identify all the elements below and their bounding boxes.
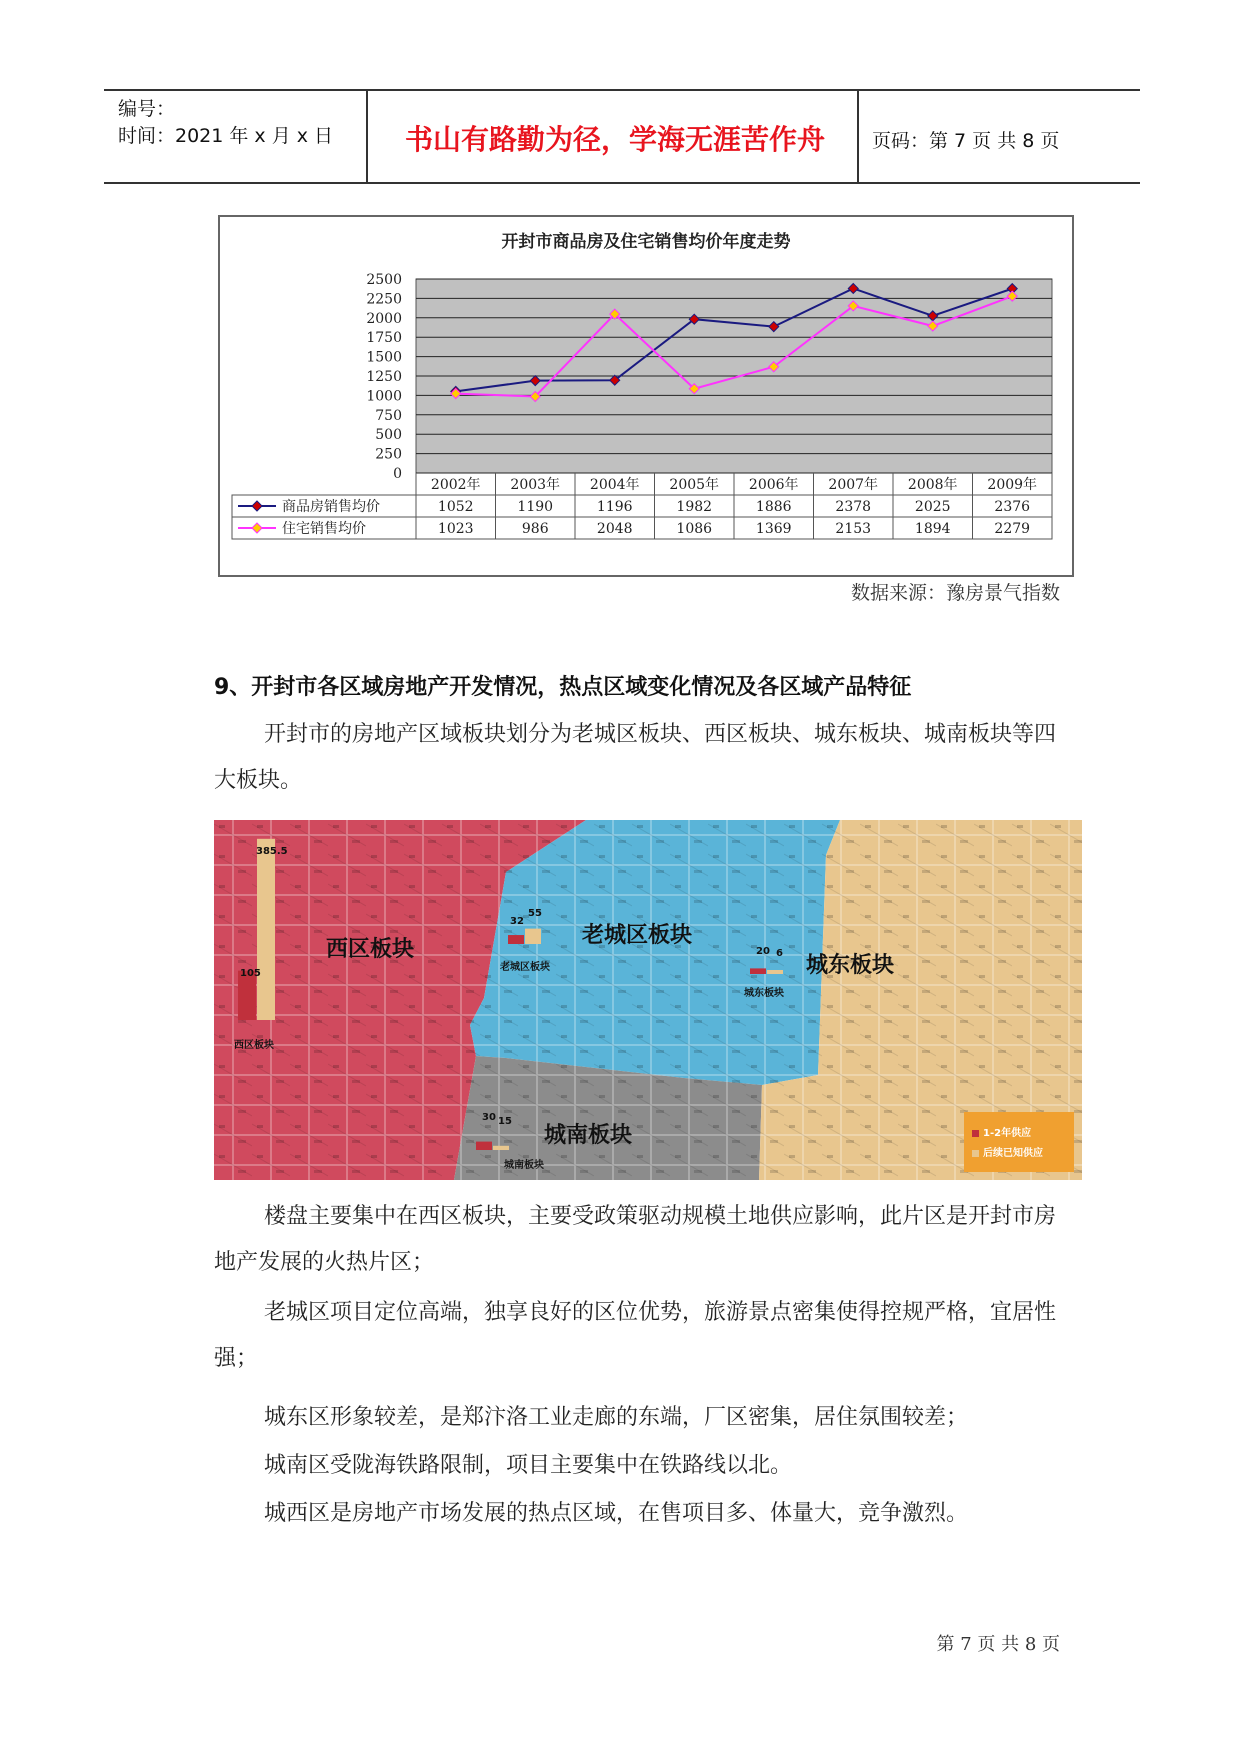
value-west-2: 385.5 [256,846,288,857]
value-old-city-2: 55 [528,908,542,919]
y-tick-label: 2500 [366,272,402,288]
data-label-0: 1052 [437,499,474,515]
header-top-rule [104,89,1140,91]
data-label-1: 2153 [835,521,872,537]
label-west: 西区板块 [326,937,415,962]
legend-swatch-2 [972,1150,979,1157]
y-tick-label: 1750 [366,330,402,347]
data-label-1: 1894 [914,521,951,537]
data-label-0: 1190 [517,499,554,515]
y-tick-label: 2000 [366,310,402,327]
header-page: 页码：第 7 页 共 8 页 [872,130,1060,152]
supply-bar-old-1 [508,935,524,944]
x-category-label: 2007年 [828,477,879,493]
y-tick-label: 2250 [366,291,402,308]
y-tick-label: 1250 [366,369,402,385]
label-old-city: 老城区板块 [582,923,693,948]
header-divider-left [366,90,368,183]
value-old-city-1: 32 [510,916,524,927]
supply-bar-east-1 [750,968,766,974]
x-category-label: 2004年 [589,477,640,493]
legend-label-2: 后续已知供应 [983,1148,1043,1159]
y-tick-label: 500 [375,427,402,444]
x-category-label: 2006年 [748,477,799,493]
data-label-1: 1023 [437,521,474,537]
data-label-0: 1886 [755,499,792,515]
data-label-1: 986 [521,521,549,537]
paragraph-west-hot: 城西区是房地产市场发展的热点区域，在售项目多、体量大，竞争激烈。 [264,1501,969,1526]
y-tick-label: 750 [375,407,402,424]
paragraph-west: 楼盘主要集中在西区板块，主要受政策驱动规模土地供应影响，此片区是开封市房地产发展的火热片区； [214,1204,1057,1275]
page-footer: 第 7 页 共 8 页 [936,1634,1060,1655]
data-label-0: 2025 [914,499,951,515]
header-number: 编号： [118,98,176,120]
x-category-label: 2005年 [669,477,720,493]
legend-label-1: 1-2年供应 [983,1128,1032,1139]
legend-series-name-0: 商品房销售均价 [282,499,380,515]
value-east-2: 6 [776,948,783,959]
value-south-2: 15 [498,1116,512,1127]
supply-bar-west-2 [257,839,275,1020]
label-east-small: 城东板块 [744,988,784,999]
x-category-label: 2002年 [430,477,481,493]
header-bottom-rule [104,182,1140,184]
data-label-0: 1982 [676,499,713,515]
legend-key-marker-1 [252,523,262,533]
map-canvas [214,820,1082,1180]
paragraph-east: 城东区形象较差，是郑汴洛工业走廊的东端，厂区密集，居住氛围较差； [264,1405,969,1430]
y-tick-label: 250 [375,446,402,463]
data-label-1: 1086 [676,521,713,537]
value-west-1: 105 [240,968,261,979]
label-old-city-small: 老城区板块 [500,962,550,973]
map-street-texture [214,820,1082,1180]
chart-title: 开封市商品房及住宅销售均价年度走势 [501,232,791,252]
data-label-1: 2279 [994,521,1031,537]
supply-bar-south-1 [476,1142,492,1150]
label-west-small: 西区板块 [234,1040,274,1051]
value-south-1: 30 [482,1112,496,1123]
value-east-1: 20 [756,946,770,957]
chart-source-note: 数据来源：豫房景气指数 [850,582,1060,604]
data-label-1: 2048 [596,521,633,537]
x-category-label: 2003年 [510,477,561,493]
y-tick-label: 0 [393,466,402,482]
x-category-label: 2009年 [987,477,1038,493]
chart-canvas [220,217,1072,575]
data-label-1: 1369 [755,521,792,537]
legend-series-name-1: 住宅销售均价 [282,521,366,537]
region-map [214,820,1082,1180]
y-tick-label: 1000 [366,388,402,405]
price-trend-chart [218,215,1074,577]
legend-swatch-1 [972,1130,979,1137]
legend-key-marker-0 [252,501,262,511]
label-south: 城南板块 [544,1123,633,1148]
supply-bar-south-2 [493,1146,509,1150]
section-intro: 开封市的房地产区域板块划分为老城区板块、西区板块、城东板块、城南板块等四大板块。 [214,722,1057,793]
label-south-small: 城南板块 [504,1160,544,1171]
label-east: 城东板块 [806,953,895,978]
section-heading: 9、开封市各区域房地产开发情况，热点区域变化情况及各区域产品特征 [214,675,912,700]
paragraph-old-city: 老城区项目定位高端，独享良好的区位优势，旅游景点密集使得控规严格，宜居性强； [214,1300,1057,1371]
x-category-label: 2008年 [907,477,958,493]
supply-bar-east-2 [767,970,783,974]
header-time: 时间：2021 年 x 月 x 日 [118,125,334,147]
supply-bar-old-2 [525,929,541,944]
header-motto: 书山有路勤为径，学海无涯苦作舟 [404,123,825,156]
paragraph-south: 城南区受陇海铁路限制，项目主要集中在铁路线以北。 [264,1453,793,1478]
data-label-0: 2378 [835,499,872,515]
y-tick-label: 1500 [366,349,402,366]
map-legend [964,1112,1074,1172]
data-label-0: 1196 [596,499,633,515]
data-label-0: 2376 [994,499,1031,515]
